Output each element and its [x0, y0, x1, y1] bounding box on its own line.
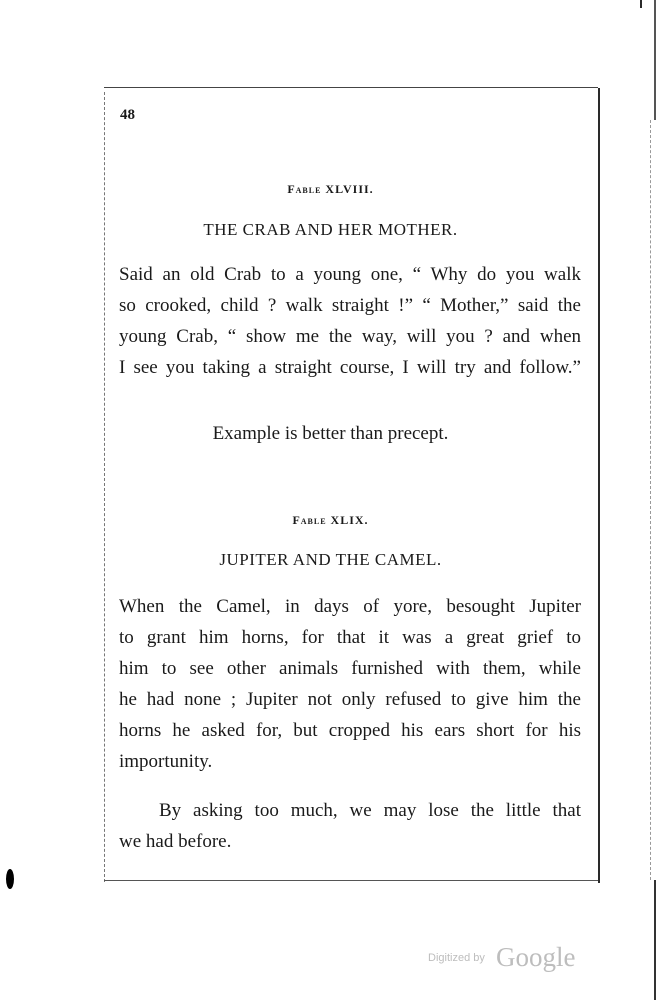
fable-title: THE CRAB AND HER MOTHER.	[203, 220, 458, 239]
text-line: I see you taking a straight course, I will try and follow.”	[119, 357, 581, 378]
text-line: Said an old Crab to a young one, “ Why do you walk	[119, 264, 581, 285]
scan-edge-line-top	[654, 0, 656, 120]
fable-text	[119, 259, 581, 383]
ink-blot	[6, 869, 14, 889]
page-border-top	[104, 87, 598, 88]
text-line: to grant him horns, for that it was a great grief to	[119, 627, 581, 648]
fable-moral: Example is better than precept.	[212, 423, 449, 444]
text-line: young Crab, “ show me the way, will you ? and when	[119, 326, 581, 347]
fable-text	[119, 591, 581, 777]
text-line: horns he asked for, but cropped his ears short for his	[119, 720, 581, 741]
text-line: he had none ; Jupiter not only refused to give him the	[119, 689, 581, 710]
google-watermark: Google	[496, 942, 576, 972]
page-border-bottom	[104, 880, 598, 881]
text-line: so crooked, child ? walk straight !” “ Mother,” said the	[119, 295, 581, 316]
text-line: By asking too much, we may lose the little that	[159, 800, 581, 821]
text-line: him to see other animals furnished with them, while	[119, 658, 581, 679]
scan-mark	[640, 0, 642, 8]
page-border-right	[598, 88, 600, 883]
page-number: 48	[120, 107, 135, 123]
fable-number: Fable XLVIII.	[287, 182, 374, 196]
digitized-by-label: Digitized by	[428, 952, 485, 964]
page-border-left	[104, 92, 106, 882]
fable-moral	[119, 795, 581, 857]
fable-number: Fable XLIX.	[292, 513, 369, 527]
fable-title: JUPITER AND THE CAMEL.	[219, 550, 442, 569]
text-line: When the Camel, in days of yore, besought Jupiter	[119, 596, 581, 617]
text-line: importunity.	[119, 751, 213, 772]
scan-edge-line-bottom	[654, 880, 656, 1000]
text-line: we had before.	[119, 831, 232, 852]
